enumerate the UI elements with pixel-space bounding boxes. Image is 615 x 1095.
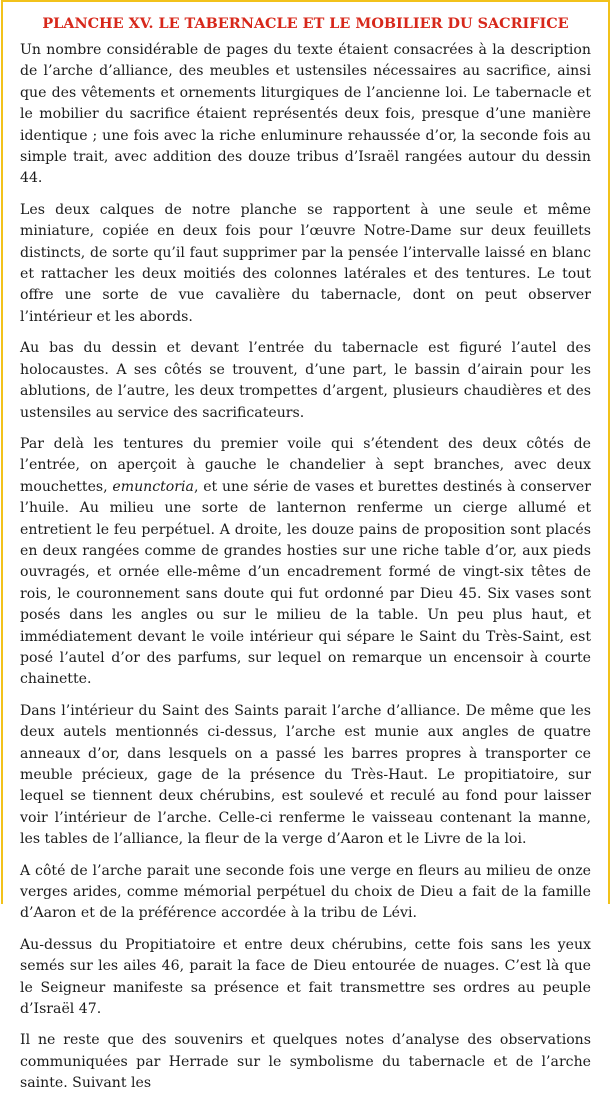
paragraph-4-text-after: , et une série de vases et burettes destinés à conserver l’huile. Au milieu une sorte de lanternon renferme un cierge allumé et entretient le feu perpétuel. A droite, les douze pains de proposition sont placés en deux rangées comme de grandes hosties sur une riche table d’or, aux pieds ouvragés, et ornée elle-même d’un encadrement formé de vingt-six têtes de rois, le couronnement sans doute qui fut ordonné par Dieu 45. Six vases sont posés dans les angles ou sur le milieu de la table. Un peu plus haut, et immédiatement devant le voile intérieur qui sépare le Saint du Très-Saint, est posé l’autel d’or des parfums, sur lequel on remarque un encensoir à courte chainette. bbox=[20, 478, 591, 688]
paragraph-4-text-before: Par delà les tentures du premier voile qui s’étendent des deux côtés de l’entrée, on aperçoit à gauche le chandelier à sept branches, avec deux mouchettes, bbox=[20, 435, 591, 495]
paragraph-5: Dans l’intérieur du Saint des Saints parait l’arche d’alliance. De même que les deux autels mentionnés ci-dessus, l’arche est munie aux angles de quatre anneaux d’or, dans lesquels on a passé les barres propres à transporter ce meuble précieux, gage de la présence du Très-Haut. Le propitiatoire, sur lequel se tiennent deux chérubins, est soulevé et reculé au fond pour laisser voir l’intérieur de l’arche. Celle-ci renferme le vaisseau contenant la manne, les tables de l’alliance, la fleur de la verge d’Aaron et le Livre de la loi. bbox=[20, 702, 591, 848]
page-frame bbox=[1, 0, 610, 1092]
paragraph-4-italic-term: emunctoria bbox=[112, 478, 194, 495]
document-body bbox=[3, 40, 608, 1095]
paragraph-8: Il ne reste que des souvenirs et quelques notes d’analyse des observations communiquées par Herrade sur le symbolisme du tabernacle et de l’arche sainte. Suivant les bbox=[20, 1032, 591, 1092]
paragraph-4 bbox=[20, 434, 591, 691]
page-title: PLANCHE XV. LE TABERNACLE ET LE MOBILIER DU SACRIFICE bbox=[42, 15, 569, 32]
paragraph-6: A côté de l’arche parait une seconde fois une verge en fleurs au milieu de onze verges arides, comme mémorial perpétuel du choix de Dieu a fait de la famille d’Aaron et de la préférence accordée à la tribu de Lévi. bbox=[20, 862, 591, 922]
paragraph-2: Les deux calques de notre planche se rapportent à une seule et même miniature, copiée en deux fois pour l’œuvre Notre-Dame sur deux feuillets distincts, de sorte qu’il faut supprimer par la pensée l’intervalle laissé en blanc et rattacher les deux moitiés des colonnes latérales et des tentures. Le tout offre une sorte de vue cavalière du tabernacle, dont on peut observer l’intérieur et les abords. bbox=[20, 201, 591, 325]
paragraph-3: Au bas du dessin et devant l’entrée du tabernacle est figuré l’autel des holocaustes. A ses côtés se trouvent, d’une part, le bassin d’airain pour les ablutions, de l’autre, les deux trompettes d’argent, plusieurs chaudières et des ustensiles au service des sacrificateurs. bbox=[20, 340, 591, 421]
paragraph-7: Au-dessus du Propitiatoire et entre deux chérubins, cette fois sans les yeux semés sur les ailes 46, parait la face de Dieu entourée de nuages. C’est là que le Seigneur manifeste sa présence et fait transmettre ses ordres au peuple d’Israël 47. bbox=[20, 936, 591, 1018]
paragraph-1: Un nombre considérable de pages du texte étaient consacrées à la description de l’arche d’alliance, des meubles et ustensiles nécessaires au sacrifice, ainsi que des vêtements et ornements liturgiques de l’ancienne loi. Le tabernacle et le mobilier du sacrifice étaient représentés deux fois, presque d’une manière identique ; une fois avec la riche enluminure rehaussée d’or, la seconde fois au simple trait, avec addition des douze tribus d’Israël rangées autour du dessin 44. bbox=[20, 42, 591, 187]
